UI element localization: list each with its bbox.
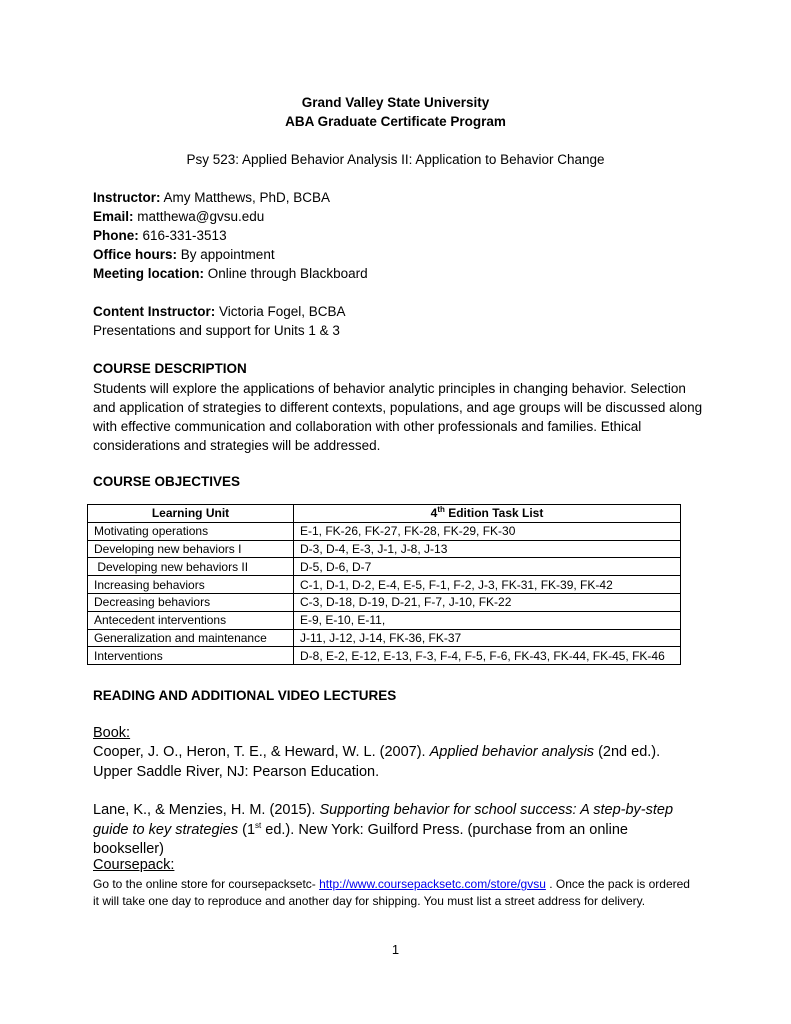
citation-cooper (93, 743, 698, 782)
email-value: matthewa@gvsu.edu (133, 209, 265, 224)
course-objectives-heading: COURSE OBJECTIVES (93, 474, 241, 489)
citation-cooper-authors: Cooper, J. O., Heron, T. E., & Heward, W. L. (2007). (93, 744, 430, 760)
reading-heading: READING AND ADDITIONAL VIDEO LECTURES (93, 688, 397, 703)
instructor-value: Amy Matthews, PhD, BCBA (160, 190, 331, 205)
course-title: Psy 523: Applied Behavior Analysis II: Application to Behavior Change (186, 152, 605, 167)
table-row (88, 593, 681, 611)
content-instructor-value: Victoria Fogel, BCBA (215, 304, 346, 319)
coursepack-label: Coursepack: (93, 857, 175, 873)
phone-line (93, 228, 227, 243)
table-row (88, 522, 681, 540)
learning-unit-header: Learning Unit (88, 505, 294, 523)
table-row (88, 629, 681, 647)
email-line (93, 209, 264, 224)
coursepack-text (93, 876, 698, 910)
table-header-row (88, 505, 681, 523)
citation-lane (93, 801, 698, 860)
table-row (88, 558, 681, 576)
office-hours-line (93, 247, 275, 262)
coursepack-intro: Go to the online store for coursepacksetc- (93, 877, 320, 891)
meeting-location-line (93, 266, 368, 281)
university-title: Grand Valley State University (301, 95, 490, 110)
phone-label: Phone: (93, 228, 139, 243)
learning-unit-cell: Developing new behaviors I (88, 540, 294, 558)
table-row (88, 611, 681, 629)
book-label: Book: (93, 725, 131, 741)
learning-unit-cell: Interventions (88, 647, 294, 665)
coursepack-store-link[interactable]: http://www.coursepacksetc.com/store/gvsu (319, 877, 546, 891)
learning-unit-cell: Increasing behaviors (88, 576, 294, 594)
task-list-cell: C-3, D-18, D-19, D-21, F-7, J-10, FK-22 (294, 593, 681, 611)
page-number: 1 (391, 942, 400, 957)
meeting-location-value: Online through Blackboard (204, 266, 368, 281)
content-instructor-line (93, 304, 346, 319)
task-list-header-text: Edition Task List (444, 506, 544, 521)
learning-unit-cell: Decreasing behaviors (88, 593, 294, 611)
table-row (88, 576, 681, 594)
task-list-header (294, 505, 681, 523)
task-list-cell: D-3, D-4, E-3, J-1, J-8, J-13 (294, 540, 681, 558)
citation-lane-publisher: ed.). New York: Guilford Press. (purchase from an online bookseller) (93, 821, 628, 857)
instructor-label: Instructor: (93, 190, 161, 205)
content-instructor-label: Content Instructor: (93, 304, 216, 319)
course-description-text: Students will explore the applications of behavior analytic principles in changing behavior. Selection and application of strategies to different contexts, populations, and age groups will be discussed along with effective communication and collaboration with other professionals and families. Ethical considerations and strategies will be addressed. (93, 381, 703, 453)
citation-lane-edition-suffix: st (255, 820, 262, 830)
citation-lane-authors: Lane, K., & Menzies, H. M. (2015). (93, 802, 320, 818)
program-title: ABA Graduate Certificate Program (285, 114, 506, 129)
citation-lane-title: Supporting behavior for school success: A step-by-step guide to key strategies (93, 802, 674, 838)
table-row (88, 647, 681, 665)
meeting-location-label: Meeting location: (93, 266, 204, 281)
learning-unit-cell: Developing new behaviors II (88, 558, 294, 576)
email-label: Email: (93, 209, 134, 224)
learning-unit-cell: Motivating operations (88, 522, 294, 540)
content-instructor-note: Presentations and support for Units 1 & 3 (93, 323, 340, 338)
task-list-cell: E-9, E-10, E-11, (294, 611, 681, 629)
office-hours-value: By appointment (177, 247, 275, 262)
task-list-cell: J-11, J-12, J-14, FK-36, FK-37 (294, 629, 681, 647)
coursepack-instructions: . Once the pack is ordered it will take one day to reproduce and another day for shipping. You must list a street address for delivery. (93, 877, 690, 908)
table-row (88, 540, 681, 558)
learning-unit-cell: Generalization and maintenance (88, 629, 294, 647)
task-list-cell: D-8, E-2, E-12, E-13, F-3, F-4, F-5, F-6, FK-43, FK-44, FK-45, FK-46 (294, 647, 681, 665)
citation-lane-edition: (1 (238, 821, 256, 838)
learning-unit-cell: Antecedent interventions (88, 611, 294, 629)
task-list-cell: D-5, D-6, D-7 (294, 558, 681, 576)
instructor-line (93, 190, 330, 205)
citation-cooper-publisher: (2nd ed.). Upper Saddle River, NJ: Pearson Education. (93, 744, 661, 780)
office-hours-label: Office hours: (93, 247, 178, 262)
task-list-cell: E-1, FK-26, FK-27, FK-28, FK-29, FK-30 (294, 522, 681, 540)
task-list-cell: C-1, D-1, D-2, E-4, E-5, F-1, F-2, J-3, FK-31, FK-39, FK-42 (294, 576, 681, 594)
objectives-table (87, 504, 681, 665)
task-list-edition-number: 4 (430, 506, 438, 521)
citation-cooper-title: Applied behavior analysis (429, 744, 595, 760)
phone-value: 616-331-3513 (138, 228, 227, 243)
course-description-heading: COURSE DESCRIPTION (93, 361, 247, 376)
task-list-edition-suffix: th (437, 505, 445, 515)
